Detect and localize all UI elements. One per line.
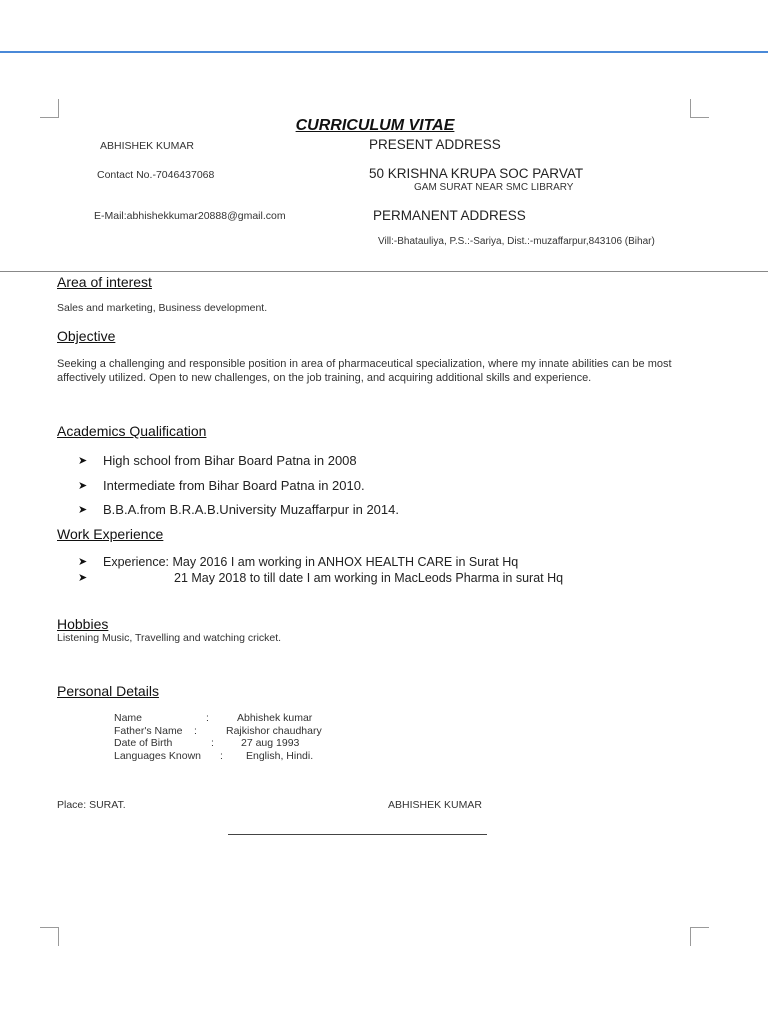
work-experience-heading: Work Experience xyxy=(57,526,164,542)
list-item: ➤ Intermediate from Bihar Board Patna in 2010. xyxy=(78,474,399,499)
list-item xyxy=(78,555,563,571)
objective-text: Seeking a challenging and responsible position in area of pharmaceutical specialization, where my innate abilities can be most affectively utilized. Open to new challenges, on the job training, and acquiring additional skills and experience. xyxy=(57,358,672,384)
arrow-bullet-icon: ➤ xyxy=(78,479,88,492)
work-experience-list xyxy=(78,555,563,586)
permanent-address-line: Vill:-Bhatauliya, P.S.:-Sariya, Dist.:-muzaffarpur,843106 (Bihar) xyxy=(378,236,655,247)
page-top-rule xyxy=(0,51,768,53)
margin-mark-top-right xyxy=(690,99,709,118)
contact-number: Contact No.-7046437068 xyxy=(97,169,215,181)
permanent-address-heading: PERMANENT ADDRESS xyxy=(373,208,526,223)
margin-mark-bottom-left xyxy=(40,927,59,946)
section-divider xyxy=(0,271,768,272)
present-address-line1: 50 KRISHNA KRUPA SOC PARVAT xyxy=(369,166,584,181)
arrow-bullet-icon: ➤ xyxy=(78,571,88,584)
document-title: CURRICULUM VITAE xyxy=(295,117,455,134)
personal-details-heading: Personal Details xyxy=(57,683,159,699)
signature-name: ABHISHEK KUMAR xyxy=(388,799,482,811)
experience-item-2: 21 May 2018 to till date I am working in MacLeods Pharma in surat Hq xyxy=(174,570,564,585)
arrow-bullet-icon: ➤ xyxy=(78,455,88,467)
arrow-bullet-icon: ➤ xyxy=(78,504,88,516)
experience-label: Experience: xyxy=(103,555,170,569)
margin-mark-bottom-right xyxy=(690,927,709,946)
area-of-interest-heading: Area of interest xyxy=(57,274,152,290)
list-item: ➤ B.B.A.from B.R.A.B.University Muzaffarpur in 2014. xyxy=(78,498,399,523)
present-address-heading: PRESENT ADDRESS xyxy=(369,137,501,152)
hobbies-heading: Hobbies xyxy=(57,616,109,632)
present-address-line2: GAM SURAT NEAR SMC LIBRARY xyxy=(414,182,574,193)
experience-item-1: May 2016 I am working in ANHOX HEALTH CARE in Surat Hq xyxy=(169,555,519,569)
area-of-interest-text: Sales and marketing, Business development. xyxy=(57,302,268,314)
list-item: ➤ High school from Bihar Board Patna in 2008 xyxy=(78,449,399,474)
margin-mark-top-left xyxy=(40,99,59,118)
objective-heading: Objective xyxy=(57,328,116,344)
arrow-bullet-icon: ➤ xyxy=(78,556,88,568)
applicant-name: ABHISHEK KUMAR xyxy=(100,140,194,152)
signature-line xyxy=(228,834,487,835)
academics-list xyxy=(78,449,399,523)
list-item xyxy=(78,571,563,587)
hobbies-text: Listening Music, Travelling and watching cricket. xyxy=(57,632,282,644)
academics-heading: Academics Qualification xyxy=(57,423,207,439)
email-address: E-Mail:abhishekkumar20888@gmail.com xyxy=(94,210,286,222)
place-label: Place: SURAT. xyxy=(57,799,126,811)
